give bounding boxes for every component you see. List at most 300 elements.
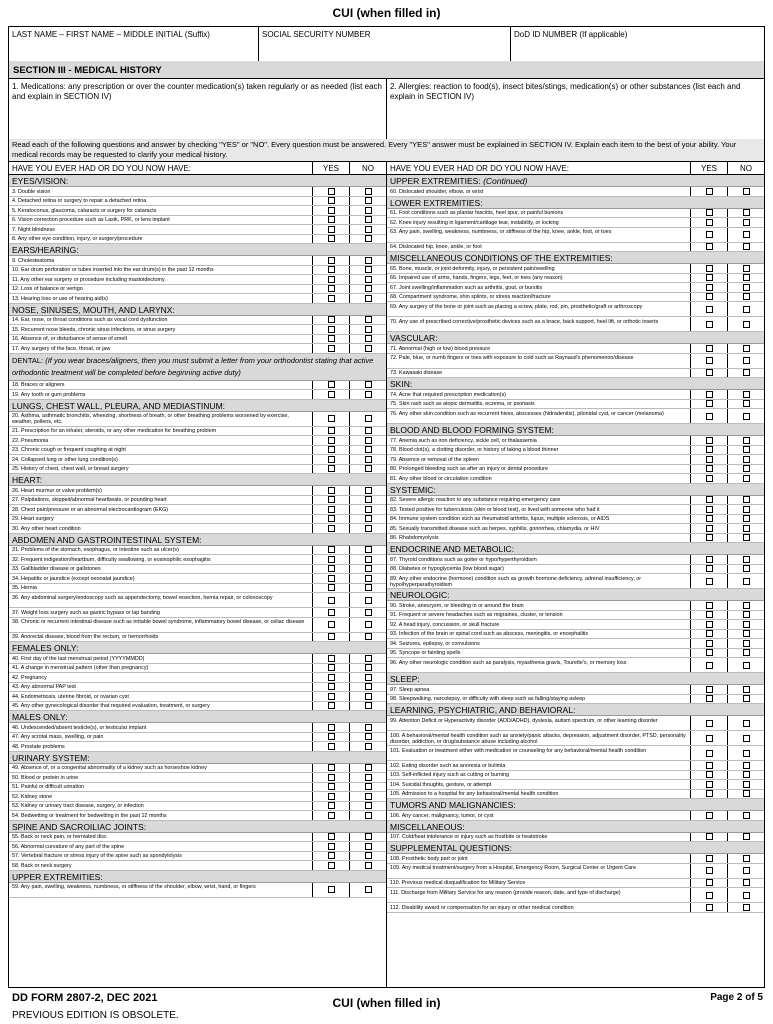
question-text: 29. Heart surgery (12, 516, 54, 522)
no-checkbox[interactable] (743, 735, 750, 742)
no-checkbox[interactable] (743, 188, 750, 195)
yes-checkbox[interactable] (706, 284, 713, 291)
no-checkbox[interactable] (743, 243, 750, 250)
no-checkbox[interactable] (743, 621, 750, 628)
no-checkbox[interactable] (365, 437, 372, 444)
yes-checkbox[interactable] (328, 525, 335, 532)
section-header (9, 354, 386, 381)
no-cell (349, 618, 386, 632)
yes-checkbox[interactable] (706, 833, 713, 840)
no-checkbox[interactable] (365, 683, 372, 690)
no-checkbox[interactable] (365, 515, 372, 522)
no-checkbox[interactable] (743, 534, 750, 541)
no-checkbox[interactable] (743, 456, 750, 463)
yes-checkbox[interactable] (706, 556, 713, 563)
no-checkbox[interactable] (743, 446, 750, 453)
no-checkbox[interactable] (743, 602, 750, 609)
yes-checkbox[interactable] (706, 265, 713, 272)
no-checkbox[interactable] (743, 867, 750, 874)
no-checkbox[interactable] (365, 415, 372, 422)
no-checkbox[interactable] (365, 446, 372, 453)
no-cell (349, 811, 386, 820)
identification-row (9, 27, 764, 62)
yes-checkbox[interactable] (706, 640, 713, 647)
yes-checkbox[interactable] (328, 295, 335, 302)
ssn-field[interactable]: SOCIAL SECURITY NUMBER (259, 27, 511, 61)
yes-checkbox[interactable] (706, 456, 713, 463)
no-cell (349, 197, 386, 206)
no-checkbox[interactable] (743, 391, 750, 398)
yes-checkbox[interactable] (706, 602, 713, 609)
yes-checkbox[interactable] (706, 188, 713, 195)
yes-checkbox[interactable] (706, 413, 713, 420)
section-title: ABDOMEN AND GASTROINTESTINAL SYSTEM: (12, 534, 202, 545)
yes-checkbox[interactable] (328, 597, 335, 604)
question-row (9, 773, 386, 783)
no-checkbox[interactable] (743, 496, 750, 503)
medications-field[interactable]: 1. Medications: any prescription or over the counter medication(s) taken regularly or as needed (list each and explain in SECTION IV) (9, 79, 387, 139)
question-row (387, 218, 764, 228)
question-text: 9. Cholesteatoma (12, 257, 55, 264)
yes-checkbox[interactable] (706, 321, 713, 328)
no-checkbox[interactable] (365, 886, 372, 893)
no-checkbox[interactable] (743, 892, 750, 899)
yes-cell (312, 294, 349, 303)
yes-checkbox[interactable] (706, 630, 713, 637)
no-checkbox[interactable] (365, 197, 372, 204)
no-checkbox[interactable] (743, 400, 750, 407)
no-checkbox[interactable] (365, 257, 372, 264)
no-checkbox[interactable] (743, 630, 750, 637)
question-text: 112. Disability award or compensation for an injury or other medical condition (390, 904, 574, 911)
no-checkbox[interactable] (743, 750, 750, 757)
yes-cell (690, 903, 727, 912)
no-checkbox[interactable] (365, 621, 372, 628)
yes-checkbox[interactable] (706, 686, 713, 693)
no-checkbox[interactable] (743, 771, 750, 778)
no-checkbox[interactable] (743, 686, 750, 693)
no-checkbox[interactable] (743, 781, 750, 788)
yes-checkbox[interactable] (328, 266, 335, 273)
yes-checkbox[interactable] (706, 231, 713, 238)
no-checkbox[interactable] (743, 833, 750, 840)
no-cell (349, 733, 386, 742)
yes-checkbox[interactable] (706, 750, 713, 757)
no-cell (727, 354, 764, 368)
question-row (387, 293, 764, 303)
no-checkbox[interactable] (365, 783, 372, 790)
no-checkbox[interactable] (743, 640, 750, 647)
no-checkbox[interactable] (743, 762, 750, 769)
yes-checkbox[interactable] (706, 465, 713, 472)
right-question-column (387, 162, 764, 987)
no-checkbox[interactable] (743, 578, 750, 585)
yes-checkbox[interactable] (706, 515, 713, 522)
no-cell (349, 325, 386, 334)
yes-checkbox[interactable] (706, 649, 713, 656)
yes-checkbox[interactable] (328, 843, 335, 850)
section-title: EYES/VISION: (12, 176, 69, 186)
no-checkbox[interactable] (743, 879, 750, 886)
yes-checkbox[interactable] (706, 621, 713, 628)
yes-checkbox[interactable] (706, 904, 713, 911)
no-checkbox[interactable] (743, 515, 750, 522)
yes-checkbox[interactable] (706, 306, 713, 313)
yes-checkbox[interactable] (328, 207, 335, 214)
section-title: ENDOCRINE AND METABOLIC: (390, 544, 515, 554)
allergies-field[interactable]: 2. Allergies: reaction to food(s), insect bites/stings, medication(s) or other substances (list each and explain in SECTION IV) (390, 82, 741, 101)
yes-cell (690, 496, 727, 505)
yes-checkbox[interactable] (328, 506, 335, 513)
yes-cell (312, 235, 349, 244)
yes-checkbox[interactable] (328, 427, 335, 434)
question-row (387, 780, 764, 790)
section-title: EARS/HEARING: (12, 245, 79, 255)
question-row (9, 216, 386, 226)
question-row (9, 802, 386, 812)
section-header (9, 871, 386, 883)
no-checkbox[interactable] (743, 556, 750, 563)
yes-checkbox[interactable] (706, 506, 713, 513)
yes-checkbox[interactable] (706, 771, 713, 778)
yes-checkbox[interactable] (328, 456, 335, 463)
yes-cell (312, 883, 349, 897)
no-cell (727, 293, 764, 302)
yes-checkbox[interactable] (328, 335, 335, 342)
no-checkbox[interactable] (743, 475, 750, 482)
question-row (9, 574, 386, 584)
yes-checkbox[interactable] (328, 496, 335, 503)
no-checkbox[interactable] (365, 546, 372, 553)
question-row (9, 555, 386, 565)
no-checkbox[interactable] (365, 584, 372, 591)
yes-checkbox[interactable] (706, 446, 713, 453)
no-checkbox[interactable] (365, 465, 372, 472)
question-row (387, 474, 764, 484)
yes-checkbox[interactable] (706, 867, 713, 874)
no-checkbox[interactable] (743, 357, 750, 364)
yes-checkbox[interactable] (706, 400, 713, 407)
question-row (387, 187, 764, 197)
yes-checkbox[interactable] (706, 357, 713, 364)
yes-checkbox[interactable] (328, 783, 335, 790)
yes-checkbox[interactable] (706, 369, 713, 376)
no-cell (727, 790, 764, 799)
yes-checkbox[interactable] (328, 216, 335, 223)
no-checkbox[interactable] (743, 293, 750, 300)
no-checkbox[interactable] (743, 855, 750, 862)
no-checkbox[interactable] (743, 720, 750, 727)
no-checkbox[interactable] (365, 207, 372, 214)
no-checkbox[interactable] (365, 285, 372, 292)
no-checkbox[interactable] (743, 649, 750, 656)
yes-checkbox[interactable] (706, 391, 713, 398)
yes-checkbox[interactable] (328, 446, 335, 453)
no-checkbox[interactable] (365, 597, 372, 604)
question-row (9, 225, 386, 235)
no-checkbox[interactable] (743, 437, 750, 444)
no-checkbox[interactable] (743, 790, 750, 797)
no-cell (727, 903, 764, 912)
yes-checkbox[interactable] (706, 879, 713, 886)
question-text: 77. Anemia such as iron deficiency, sickle cell, or thalassemia (390, 437, 537, 444)
no-cell (349, 574, 386, 583)
question-row (9, 335, 386, 345)
yes-cell (690, 620, 727, 629)
yes-checkbox[interactable] (328, 197, 335, 204)
no-checkbox[interactable] (365, 381, 372, 388)
yes-checkbox[interactable] (328, 862, 335, 869)
section-title: LOWER EXTREMITIES: (390, 197, 483, 208)
question-text: 88. Diabetes or hypoglycemia (low blood sugar) (390, 566, 504, 572)
yes-checkbox[interactable] (706, 812, 713, 819)
no-checkbox[interactable] (743, 284, 750, 291)
no-checkbox[interactable] (365, 335, 372, 342)
no-cell (727, 780, 764, 789)
no-checkbox[interactable] (365, 316, 372, 323)
yes-checkbox[interactable] (328, 724, 335, 731)
yes-checkbox[interactable] (328, 833, 335, 840)
question-row (387, 524, 764, 534)
yes-checkbox[interactable] (328, 565, 335, 572)
no-checkbox[interactable] (365, 188, 372, 195)
yes-checkbox[interactable] (328, 285, 335, 292)
question-row (9, 742, 386, 752)
yes-checkbox[interactable] (328, 546, 335, 553)
no-cell (349, 608, 386, 617)
no-checkbox[interactable] (365, 496, 372, 503)
yes-checkbox[interactable] (328, 391, 335, 398)
no-checkbox[interactable] (365, 487, 372, 494)
no-checkbox[interactable] (365, 862, 372, 869)
yes-checkbox[interactable] (706, 274, 713, 281)
no-cell (727, 243, 764, 252)
no-checkbox[interactable] (365, 664, 372, 671)
yes-checkbox[interactable] (706, 293, 713, 300)
yes-checkbox[interactable] (706, 578, 713, 585)
yes-checkbox[interactable] (328, 693, 335, 700)
no-cell (727, 639, 764, 648)
no-checkbox[interactable] (743, 413, 750, 420)
no-checkbox[interactable] (365, 575, 372, 582)
yes-checkbox[interactable] (328, 655, 335, 662)
no-checkbox[interactable] (365, 525, 372, 532)
yes-cell (312, 584, 349, 593)
section-header (387, 673, 764, 685)
no-checkbox[interactable] (365, 427, 372, 434)
yes-checkbox[interactable] (328, 702, 335, 709)
yes-checkbox[interactable] (328, 852, 335, 859)
yes-checkbox[interactable] (706, 855, 713, 862)
no-checkbox[interactable] (743, 812, 750, 819)
yes-checkbox[interactable] (706, 735, 713, 742)
no-checkbox[interactable] (365, 235, 372, 242)
question-row (387, 369, 764, 379)
yes-checkbox[interactable] (328, 621, 335, 628)
yes-checkbox[interactable] (328, 226, 335, 233)
no-cell (727, 534, 764, 543)
name-field[interactable]: LAST NAME – FIRST NAME – MIDDLE INITIAL (Suffix) (9, 27, 259, 61)
no-checkbox[interactable] (365, 633, 372, 640)
yes-cell (312, 654, 349, 663)
question-row (9, 833, 386, 843)
yes-checkbox[interactable] (328, 515, 335, 522)
yes-checkbox[interactable] (328, 664, 335, 671)
yes-checkbox[interactable] (706, 720, 713, 727)
no-checkbox[interactable] (365, 702, 372, 709)
question-row (387, 446, 764, 456)
no-checkbox[interactable] (365, 226, 372, 233)
no-checkbox[interactable] (365, 326, 372, 333)
no-checkbox[interactable] (365, 565, 372, 572)
yes-checkbox[interactable] (328, 188, 335, 195)
yes-checkbox[interactable] (328, 683, 335, 690)
yes-checkbox[interactable] (328, 556, 335, 563)
yes-checkbox[interactable] (706, 209, 713, 216)
yes-checkbox[interactable] (706, 219, 713, 226)
yes-cell (690, 293, 727, 302)
yes-checkbox[interactable] (706, 781, 713, 788)
yes-checkbox[interactable] (706, 695, 713, 702)
no-checkbox[interactable] (365, 276, 372, 283)
no-checkbox[interactable] (743, 306, 750, 313)
question-text: 111. Discharge from Military Service for any reason (provide reason, date, and type of discharge) (390, 889, 621, 896)
no-checkbox[interactable] (365, 693, 372, 700)
yes-checkbox[interactable] (706, 243, 713, 250)
yes-checkbox[interactable] (706, 496, 713, 503)
no-checkbox[interactable] (365, 506, 372, 513)
no-checkbox[interactable] (365, 743, 372, 750)
yes-checkbox[interactable] (706, 437, 713, 444)
no-checkbox[interactable] (743, 265, 750, 272)
yes-checkbox[interactable] (706, 892, 713, 899)
yes-cell (690, 565, 727, 574)
no-cell (349, 664, 386, 673)
no-checkbox[interactable] (743, 662, 750, 669)
yes-checkbox[interactable] (706, 762, 713, 769)
no-checkbox[interactable] (365, 345, 372, 352)
no-checkbox[interactable] (743, 219, 750, 226)
yes-checkbox[interactable] (328, 465, 335, 472)
yes-checkbox[interactable] (328, 345, 335, 352)
yes-checkbox[interactable] (328, 235, 335, 242)
question-text: 7. Night blindness (12, 226, 55, 233)
question-row (9, 654, 386, 664)
no-checkbox[interactable] (365, 774, 372, 781)
yes-checkbox[interactable] (328, 257, 335, 264)
no-checkbox[interactable] (365, 812, 372, 819)
yes-checkbox[interactable] (328, 764, 335, 771)
yes-checkbox[interactable] (706, 662, 713, 669)
no-checkbox[interactable] (365, 655, 372, 662)
yes-checkbox[interactable] (328, 316, 335, 323)
yes-checkbox[interactable] (706, 475, 713, 482)
no-checkbox[interactable] (743, 465, 750, 472)
no-checkbox[interactable] (743, 904, 750, 911)
yes-checkbox[interactable] (328, 381, 335, 388)
yes-checkbox[interactable] (328, 793, 335, 800)
yes-checkbox[interactable] (328, 886, 335, 893)
question-row (387, 649, 764, 659)
yes-checkbox[interactable] (706, 525, 713, 532)
yes-checkbox[interactable] (328, 802, 335, 809)
yes-checkbox[interactable] (328, 743, 335, 750)
no-checkbox[interactable] (365, 456, 372, 463)
column-header-no: NO (349, 162, 386, 174)
no-checkbox[interactable] (365, 733, 372, 740)
no-checkbox[interactable] (743, 321, 750, 328)
no-checkbox[interactable] (743, 611, 750, 618)
yes-checkbox[interactable] (328, 437, 335, 444)
no-checkbox[interactable] (365, 724, 372, 731)
yes-checkbox[interactable] (328, 415, 335, 422)
yes-checkbox[interactable] (328, 276, 335, 283)
section-header (387, 842, 764, 854)
no-checkbox[interactable] (365, 843, 372, 850)
yes-cell (312, 546, 349, 555)
no-checkbox[interactable] (743, 369, 750, 376)
no-checkbox[interactable] (365, 556, 372, 563)
yes-checkbox[interactable] (706, 345, 713, 352)
no-checkbox[interactable] (743, 695, 750, 702)
yes-checkbox[interactable] (328, 326, 335, 333)
no-checkbox[interactable] (365, 391, 372, 398)
no-checkbox[interactable] (365, 802, 372, 809)
question-row (387, 400, 764, 410)
yes-checkbox[interactable] (328, 575, 335, 582)
yes-checkbox[interactable] (328, 674, 335, 681)
no-checkbox[interactable] (365, 793, 372, 800)
no-checkbox[interactable] (365, 764, 372, 771)
yes-checkbox[interactable] (328, 774, 335, 781)
dodid-field[interactable]: DoD ID NUMBER (If applicable) (514, 30, 628, 39)
yes-checkbox[interactable] (328, 633, 335, 640)
no-checkbox[interactable] (743, 274, 750, 281)
yes-cell (312, 335, 349, 344)
no-checkbox[interactable] (365, 295, 372, 302)
question-text: 35. Hernia (12, 585, 37, 591)
no-checkbox[interactable] (743, 525, 750, 532)
no-checkbox[interactable] (743, 209, 750, 216)
no-checkbox[interactable] (365, 674, 372, 681)
no-checkbox[interactable] (743, 345, 750, 352)
no-checkbox[interactable] (365, 833, 372, 840)
question-row (9, 524, 386, 534)
question-text: 96. Any other neurologic condition such as paralysis, myasthenia gravis, Tourette's, or memory loss (390, 659, 627, 666)
yes-cell (312, 811, 349, 820)
no-checkbox[interactable] (365, 216, 372, 223)
no-checkbox[interactable] (743, 506, 750, 513)
yes-checkbox[interactable] (706, 611, 713, 618)
yes-checkbox[interactable] (706, 565, 713, 572)
no-checkbox[interactable] (365, 609, 372, 616)
yes-checkbox[interactable] (328, 733, 335, 740)
yes-checkbox[interactable] (328, 812, 335, 819)
no-checkbox[interactable] (365, 266, 372, 273)
no-checkbox[interactable] (743, 231, 750, 238)
yes-checkbox[interactable] (328, 609, 335, 616)
yes-checkbox[interactable] (328, 584, 335, 591)
no-checkbox[interactable] (365, 852, 372, 859)
question-row (9, 764, 386, 774)
yes-checkbox[interactable] (706, 534, 713, 541)
question-text: 80. Prolonged bleeding such as after an injury or dental procedure (390, 466, 548, 472)
section-header (387, 197, 764, 209)
yes-checkbox[interactable] (328, 487, 335, 494)
no-checkbox[interactable] (743, 565, 750, 572)
yes-cell (690, 746, 727, 760)
yes-checkbox[interactable] (706, 790, 713, 797)
